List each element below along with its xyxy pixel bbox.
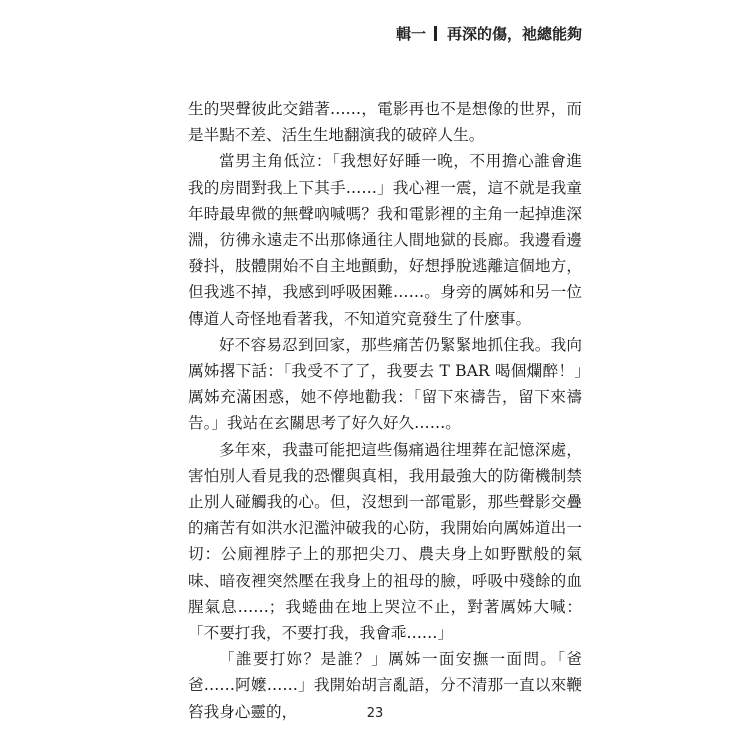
body-text: [188, 96, 582, 725]
paragraph: 當男主角低泣：「我想好好睡一晚，不用擔心誰會進我的房間對我上下其手……」我心裡一震，這不就是我童年時最卑微的無聲吶喊嗎？我和電影裡的主角一起掉進深淵，彷彿永遠走不出那條通往人間地獄的長廊。我邊看邊發抖，肢體開始不自主地顫動，好想掙脫逃離這個地方，但我逃不掉，我感到呼吸困難……。身旁的厲姊和另一位傳道人奇怪地看著我，不知道究竟發生了什麼事。: [188, 152, 582, 328]
running-head: [396, 18, 582, 48]
section-label: 輯一: [395, 24, 426, 43]
paragraph: 多年來，我盡可能把這些傷痛過往埋葬在記憶深處，害怕別人看見我的恐懼與真相，我用最強大的防衛機制禁止別人碰觸我的心。但，沒想到一部電影，那些聲影交疊的痛苦有如洪水氾濫沖破我的心防，我開始向厲姊道出一切：公廁裡脖子上的那把尖刀、農夫身上如野獸般的氣味、暗夜裡突然壓在我身上的祖母的臉，呼吸中殘餘的血腥氣息……；我蜷曲在地上哭泣不止，對著厲姊大喊：「不要打我，不要打我，我會乖……」: [188, 440, 582, 643]
paragraph: 「誰要打妳？是誰？」厲姊一面安撫一面問。「爸爸……阿嬤……」我開始胡言亂語，分不清那一直以來鞭笞我身心靈的，: [188, 650, 582, 721]
separator-bar: [434, 26, 437, 41]
paragraph: 好不容易忍到回家，那些痛苦仍緊緊地抓住我。我向厲姊撂下話：「我受不了了，我要去 T BAR 喝個爛醉！」厲姊充滿困惑，她不停地勸我：「留下來禱告，留下來禱告。」我站在玄關思考了好久好久……。: [188, 335, 582, 433]
chapter-title: 再深的傷，祂總能夠: [446, 24, 582, 43]
page-number: 23: [366, 706, 384, 721]
paragraph-continued: 生的哭聲彼此交錯著……，電影再也不是想像的世界，而是半點不差、活生生地翻演我的破碎人生。: [188, 100, 582, 145]
